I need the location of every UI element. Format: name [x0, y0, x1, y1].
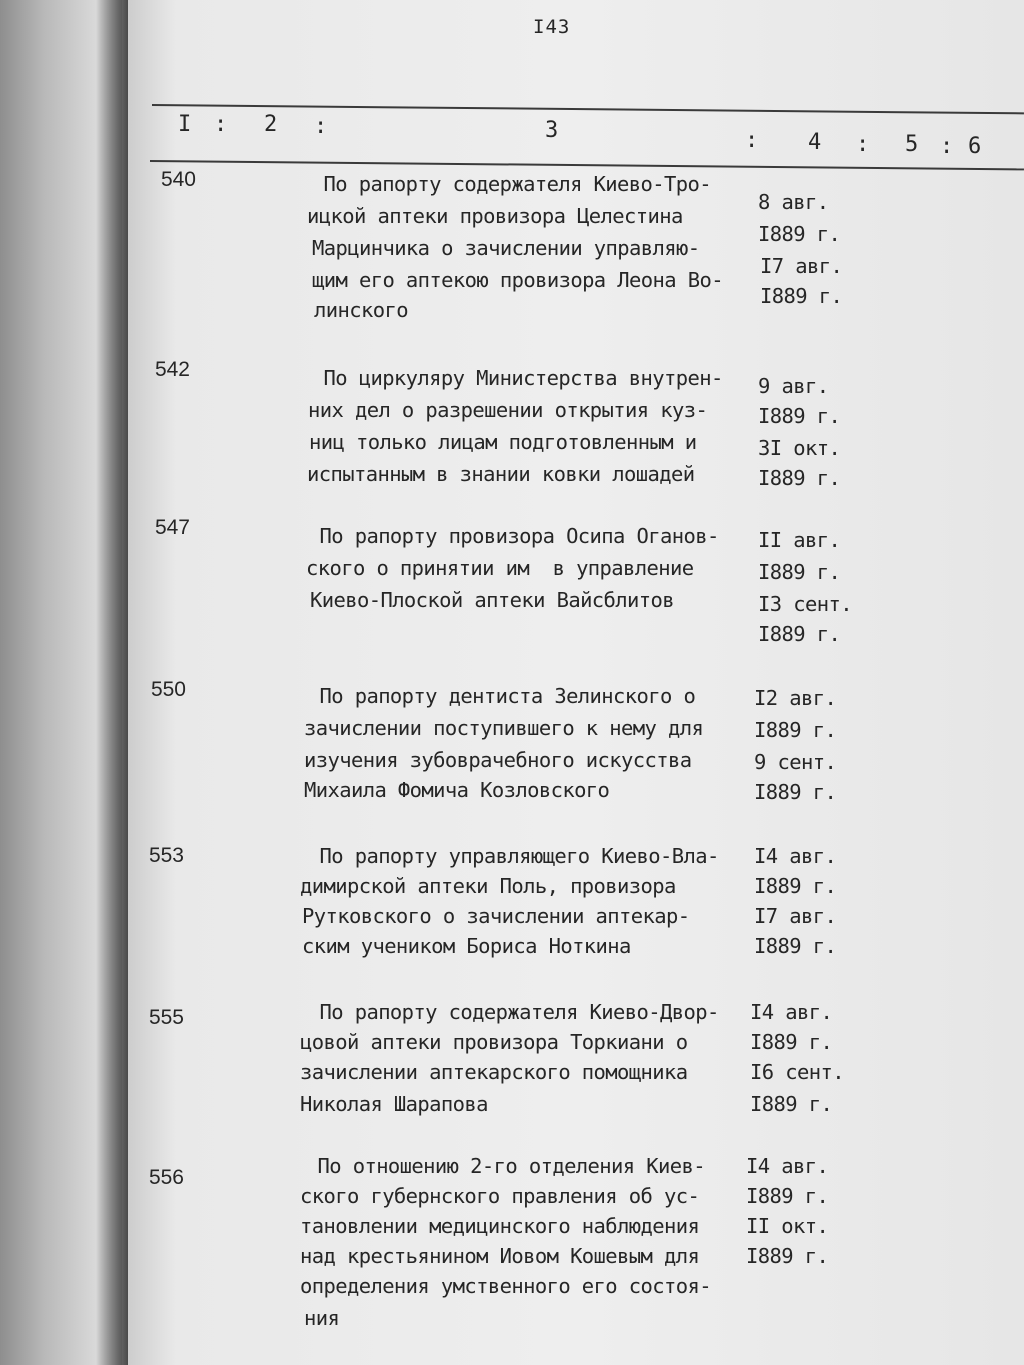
- entry-description-line: Киево-Плоской аптеки Вайсблитов: [310, 588, 675, 612]
- column-header-2: 2: [264, 112, 278, 137]
- entry-description-line: зачислении аптекарского помощника: [300, 1060, 688, 1084]
- entry-description-line: цовой аптеки провизора Торкиани о: [300, 1030, 688, 1054]
- entry-date-line: I889 г.: [750, 1030, 833, 1054]
- column-header-1: I: [178, 112, 192, 137]
- entry-number: 550: [150, 678, 186, 701]
- entry-number: 556: [148, 1166, 184, 1189]
- entry-date-line: I889 г.: [758, 622, 841, 646]
- entry-date-line: I889 г.: [746, 1244, 829, 1268]
- entry-description-line: По рапорту содержателя Киево-Двор-: [296, 1000, 719, 1024]
- column-separator: :: [314, 114, 328, 139]
- entry-number: 542: [154, 358, 190, 381]
- entry-date-line: I2 авг.: [754, 686, 837, 710]
- entry-description-line: По рапорту дентиста Зелинского о: [296, 684, 696, 708]
- entry-date-line: I889 г.: [746, 1184, 829, 1208]
- column-header-6: 6: [968, 134, 982, 159]
- entry-description-line: Марцинчика о зачислении управляю-: [312, 236, 700, 260]
- entry-date-line: I3 сент.: [758, 592, 852, 616]
- entry-date-line: I4 авг.: [750, 1000, 833, 1024]
- entry-description-line: По отношению 2-го отделения Киев-: [294, 1154, 705, 1178]
- entry-date-line: I6 сент.: [750, 1060, 844, 1084]
- entry-description-line: Николая Шарапова: [300, 1092, 488, 1116]
- entry-date-line: I889 г.: [754, 780, 837, 804]
- entry-date-line: 9 авг.: [758, 374, 829, 398]
- entry-date-line: II авг.: [758, 528, 841, 552]
- entry-description-line: испытанным в знании ковки лошадей: [307, 462, 695, 486]
- entry-description-line: ского губернского правления об ус-: [300, 1184, 700, 1208]
- entry-date-line: I889 г.: [750, 1092, 833, 1116]
- column-separator: :: [745, 128, 759, 153]
- entry-date-line: 3I окт.: [758, 436, 841, 460]
- entry-description-line: щим его аптекою провизора Леона Во-: [312, 268, 723, 292]
- entry-date-line: I889 г.: [754, 718, 837, 742]
- entry-description-line: ния: [304, 1306, 340, 1330]
- entry-date-line: I889 г.: [754, 874, 837, 898]
- column-header-4: 4: [808, 130, 822, 155]
- entry-description-line: Рутковского о зачислении аптекар-: [302, 904, 690, 928]
- column-separator: :: [940, 134, 954, 159]
- entry-date-line: 8 авг.: [758, 190, 829, 214]
- entry-description-line: линского: [314, 298, 408, 322]
- entry-date-line: II окт.: [746, 1214, 829, 1238]
- entry-number: 540: [160, 168, 196, 191]
- entry-description-line: ским учеником Бориса Ноткина: [302, 934, 631, 958]
- entry-description-line: них дел о разрешении открытия куз-: [308, 398, 708, 422]
- entry-description-line: изучения зубоврачебного искусства: [304, 748, 692, 772]
- table-header-row: [0, 112, 1024, 159]
- entry-description-line: По циркуляру Министерства внутрен-: [300, 366, 723, 390]
- page-number: I43: [533, 16, 571, 38]
- entry-date-line: 9 сент.: [754, 750, 837, 774]
- entry-description-line: По рапорту содержателя Киево-Тро-: [300, 172, 711, 196]
- entry-description-line: зачислении поступившего к нему для: [304, 716, 704, 740]
- entry-description-line: По рапорту провизора Осипа Оганов-: [296, 524, 719, 548]
- entry-date-line: I4 авг.: [746, 1154, 829, 1178]
- entry-description-line: димирской аптеки Поль, провизора: [300, 874, 676, 898]
- entry-description-line: определения умственного его состоя-: [300, 1274, 711, 1298]
- entry-date-line: I7 авг.: [754, 904, 837, 928]
- column-separator: :: [856, 132, 870, 157]
- entry-date-line: I7 авг.: [760, 254, 843, 278]
- entry-description-line: над крестьянином Иовом Кошевым для: [300, 1244, 700, 1268]
- entry-date-line: I889 г.: [758, 404, 841, 428]
- entry-date-line: I889 г.: [758, 560, 841, 584]
- column-header-3: 3: [545, 118, 559, 143]
- entry-number: 547: [154, 516, 190, 539]
- entry-date-line: I889 г.: [758, 466, 841, 490]
- entry-number: 553: [148, 844, 184, 867]
- entry-number: 555: [148, 1006, 184, 1029]
- entry-description-line: Михаила Фомича Козловского: [304, 778, 610, 802]
- entry-description-line: ниц только лицам подготовленным и: [309, 430, 697, 454]
- column-separator: :: [214, 112, 228, 137]
- entry-date-line: I4 авг.: [754, 844, 837, 868]
- entry-date-line: I889 г.: [758, 222, 841, 246]
- column-header-5: 5: [905, 132, 919, 157]
- entry-description-line: ицкой аптеки провизора Целестина: [307, 204, 683, 228]
- entry-date-line: I889 г.: [760, 284, 843, 308]
- entry-description-line: По рапорту управляющего Киево-Вла-: [296, 844, 719, 868]
- entry-date-line: I889 г.: [754, 934, 837, 958]
- entry-description-line: тановлении медицинского наблюдения: [300, 1214, 700, 1238]
- entry-description-line: ского о принятии им в управление: [306, 556, 694, 580]
